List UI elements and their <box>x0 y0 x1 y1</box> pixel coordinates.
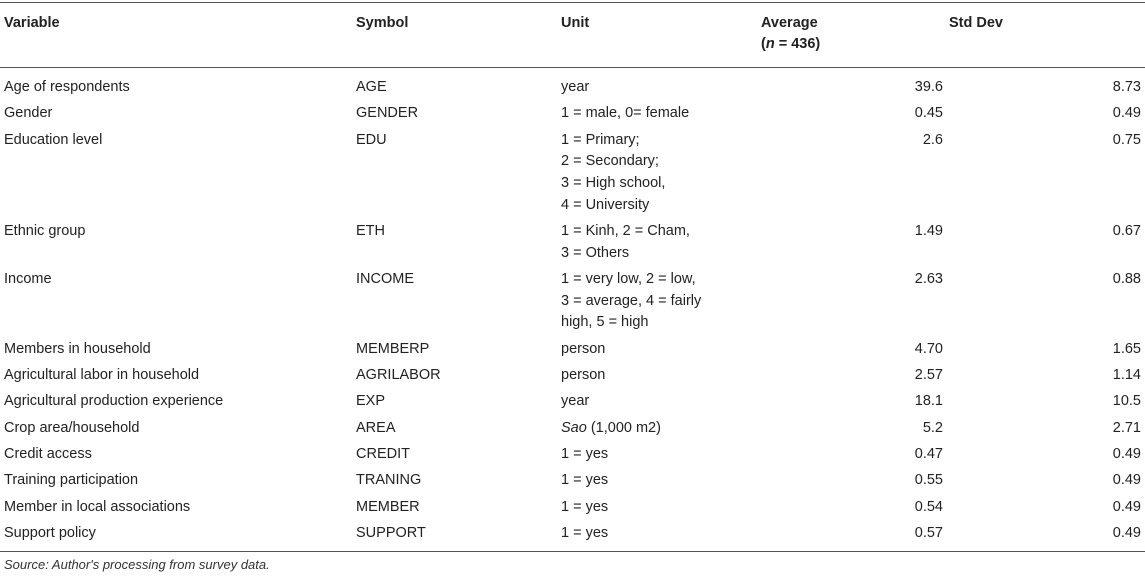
unit-rest-part: (1,000 m2) <box>586 419 661 436</box>
table-row <box>0 68 1145 104</box>
cell-std-dev: 1.14 <box>1112 366 1141 383</box>
table-header-row <box>0 3 1145 68</box>
cell-unit <box>557 130 757 221</box>
cell-variable: Training participation <box>4 472 139 489</box>
table-row <box>0 391 1145 417</box>
cell-unit <box>557 68 757 104</box>
cell-variable: Support policy <box>0 523 352 551</box>
cell-symbol: AGE <box>356 79 387 95</box>
table-row <box>0 470 1145 496</box>
unit-line: high, 5 = high <box>561 314 649 331</box>
cell-variable: Gender <box>4 105 53 122</box>
cell-unit <box>557 523 757 551</box>
cell-variable: Crop area/household <box>4 419 140 436</box>
cell-variable: Age of respondents <box>4 79 130 95</box>
descriptive-statistics-table <box>0 2 1145 552</box>
cell-average: 1.49 <box>914 222 943 239</box>
unit-line: 1 = yes <box>561 472 609 489</box>
table-row <box>0 497 1145 523</box>
cell-symbol: AREA <box>356 419 396 436</box>
cell-unit <box>557 339 757 365</box>
cell-std-dev: 1.65 <box>1112 340 1141 357</box>
header-variable: Variable <box>0 3 352 68</box>
cell-unit <box>557 221 757 269</box>
cell-unit <box>557 470 757 496</box>
cell-symbol: EXP <box>356 393 386 410</box>
cell-unit <box>557 418 757 444</box>
cell-std-dev: 0.49 <box>1112 472 1141 489</box>
cell-average: 2.57 <box>914 366 943 383</box>
unit-line: 1 = Kinh, 2 = Cham, <box>561 222 690 239</box>
cell-average: 5.2 <box>922 419 943 436</box>
unit-italic-part: Sao <box>561 419 587 436</box>
cell-std-dev: 0.88 <box>1112 270 1141 287</box>
unit-line: 1 = male, 0= female <box>561 105 690 122</box>
table-row <box>0 444 1145 470</box>
cell-std-dev: 0.49 <box>945 523 1145 551</box>
table-row <box>0 269 1145 339</box>
table-row <box>0 339 1145 365</box>
cell-average: 0.57 <box>757 523 945 551</box>
unit-line: 2 = Secondary; <box>561 153 659 170</box>
cell-std-dev: 0.49 <box>1112 105 1141 122</box>
unit-line: year <box>561 393 590 410</box>
cell-symbol: ETH <box>356 222 385 239</box>
cell-symbol: GENDER <box>356 105 419 122</box>
header-average <box>757 3 945 68</box>
table-row <box>0 418 1145 444</box>
cell-unit <box>557 103 757 129</box>
unit-line: 3 = Others <box>561 244 630 261</box>
cell-variable: Ethnic group <box>4 222 86 239</box>
cell-average: 18.1 <box>914 393 943 410</box>
cell-unit <box>557 444 757 470</box>
cell-std-dev: 0.75 <box>1112 131 1141 148</box>
header-unit: Unit <box>557 3 757 68</box>
cell-variable: Agricultural labor in household <box>4 366 200 383</box>
cell-average: 39.6 <box>914 79 943 95</box>
cell-symbol: MEMBER <box>356 498 420 515</box>
cell-variable: Education level <box>4 131 103 148</box>
cell-symbol: INCOME <box>356 270 414 287</box>
table-row <box>0 221 1145 269</box>
source-note: Source: Author's processing from survey data. <box>4 557 270 572</box>
cell-std-dev: 10.5 <box>1112 393 1141 410</box>
cell-variable: Income <box>4 270 52 287</box>
cell-std-dev: 0.49 <box>1112 498 1141 515</box>
header-std-dev: Std Dev <box>945 3 1145 68</box>
header-average-sample-size: (n = 436) <box>761 36 821 52</box>
unit-line: 1 = very low, 2 = low, <box>561 270 696 287</box>
cell-variable: Agricultural production experience <box>4 393 224 410</box>
cell-unit <box>557 269 757 339</box>
cell-symbol: EDU <box>356 131 387 148</box>
cell-average: 0.55 <box>914 472 943 489</box>
cell-unit <box>557 391 757 417</box>
unit-line: 4 = University <box>561 196 650 213</box>
cell-average: 4.70 <box>914 340 943 357</box>
cell-std-dev: 0.67 <box>1112 222 1141 239</box>
header-symbol: Symbol <box>352 3 557 68</box>
unit-line: 1 = Primary; <box>561 131 640 148</box>
cell-variable: Members in household <box>4 340 151 357</box>
table-row <box>0 130 1145 221</box>
unit-line: 1 = yes <box>561 525 609 542</box>
cell-average: 0.47 <box>914 446 943 463</box>
unit-line: 1 = yes <box>561 446 609 463</box>
cell-average: 0.45 <box>914 105 943 122</box>
cell-unit <box>557 365 757 391</box>
table-body <box>0 68 1145 552</box>
cell-std-dev: 2.71 <box>1112 419 1141 436</box>
cell-symbol: AGRILABOR <box>356 366 441 383</box>
cell-variable: Member in local associations <box>4 498 191 515</box>
table-row <box>0 103 1145 129</box>
table-row <box>0 365 1145 391</box>
unit-line: 1 = yes <box>561 498 609 515</box>
cell-average: 2.63 <box>914 270 943 287</box>
cell-symbol: MEMBERP <box>356 340 430 357</box>
cell-unit <box>557 497 757 523</box>
cell-std-dev: 0.49 <box>1112 446 1141 463</box>
unit-line: person <box>561 366 606 383</box>
cell-variable: Credit access <box>4 446 92 463</box>
unit-line: year <box>561 79 590 95</box>
header-average-label: Average <box>761 15 818 31</box>
unit-line: 3 = average, 4 = fairly <box>561 292 702 309</box>
cell-symbol: CREDIT <box>356 446 410 463</box>
table-row <box>0 523 1145 551</box>
cell-average: 0.54 <box>914 498 943 515</box>
unit-line: person <box>561 340 606 357</box>
cell-symbol: TRANING <box>356 472 422 489</box>
cell-symbol: SUPPORT <box>352 523 557 551</box>
cell-std-dev: 8.73 <box>1112 79 1141 95</box>
cell-average: 2.6 <box>922 131 943 148</box>
unit-line: 3 = High school, <box>561 174 666 191</box>
